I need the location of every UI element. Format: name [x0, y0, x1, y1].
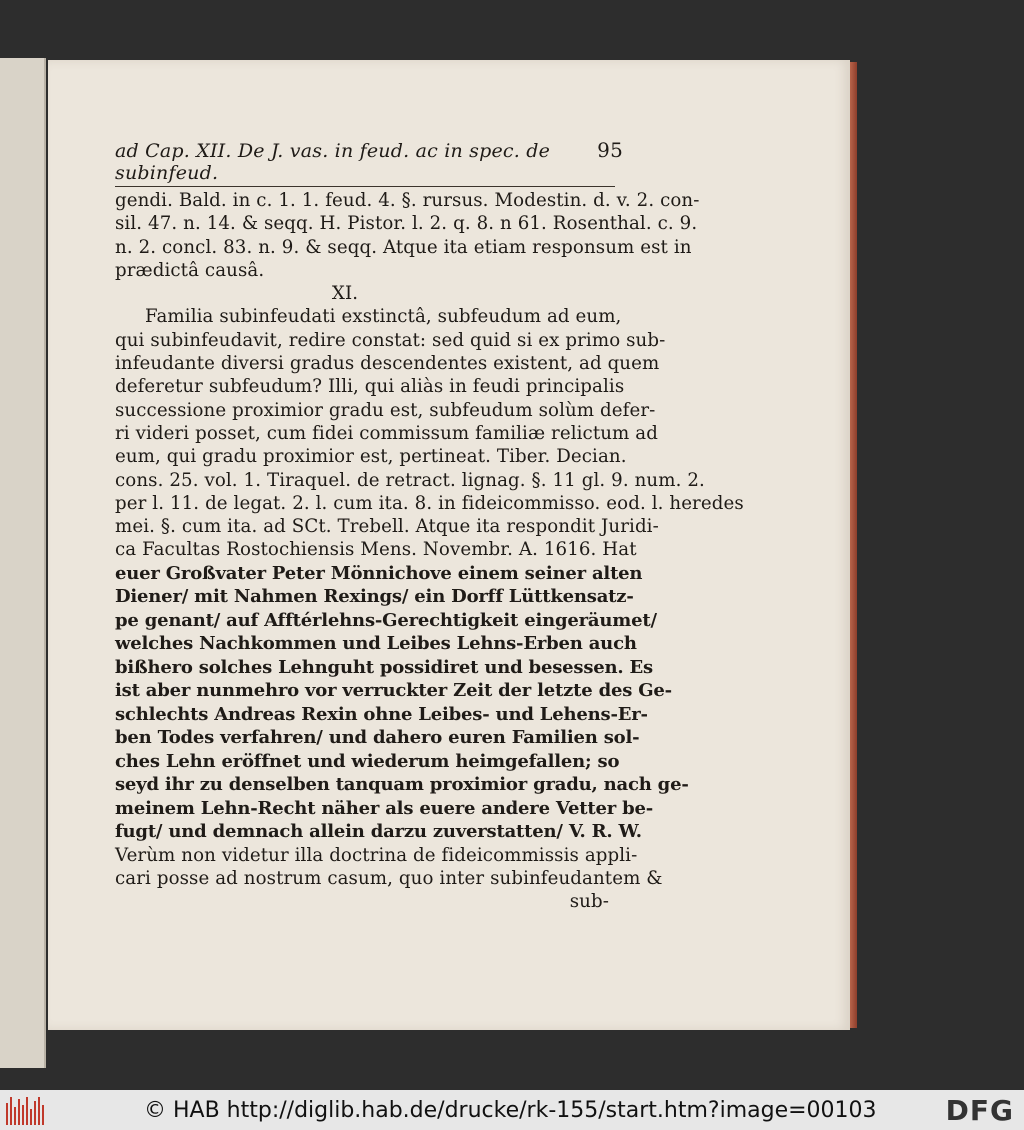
fraktur-line: seyd ihr zu denselben tanquam proximior gradu, nach ge- — [115, 774, 689, 796]
fraktur-line: euer Großvater Peter Mönnichove einem seiner alten — [115, 562, 643, 584]
dfg-logo: DFG — [945, 1093, 1014, 1127]
fraktur-line: pe genant/ auf Afftérlehns-Gerechtigkeit eingeräumet/ — [115, 609, 657, 631]
text-line: Familia subinfeudati exstinctâ, subfeudum ad eum, — [145, 306, 622, 328]
text-line: sil. 47. n. 14. & seqq. H. Pistor. l. 2. q. 8. n 61. Rosenthal. c. 9. — [115, 213, 698, 235]
text-line: ri videri posset, cum fidei commissum familiæ relictum ad — [115, 422, 658, 444]
text-line: deferetur subfeudum? Illi, qui aliàs in feudi principalis — [115, 376, 625, 398]
text-line: eum, qui gradu proximior est, pertineat. Tiber. Decian. — [115, 446, 627, 468]
fraktur-line: ist aber nunmehro vor verruckter Zeit der letzte des Ge- — [115, 680, 672, 702]
page-red-edge — [850, 62, 857, 1028]
running-head-title: ad Cap. XII. De J. vas. in feud. ac in spec. de subinfeud. — [115, 140, 551, 184]
text-line: cons. 25. vol. 1. Tiraquel. de retract. lignag. §. 11 gl. 9. num. 2. — [115, 469, 705, 491]
fraktur-line: fugt/ und demnach allein darzu zuverstatten/ V. R. W. — [115, 821, 642, 843]
fraktur-line: schlechts Andreas Rexin ohne Leibes- und Lehens-Er- — [115, 703, 648, 725]
previous-page-edge — [0, 58, 46, 1068]
fraktur-line: meinem Lehn-Recht näher als euere andere Vetter be- — [115, 797, 654, 819]
text-line: Verùm non videtur illa doctrina de fideicommissis appli- — [115, 844, 638, 866]
page-text — [115, 138, 744, 914]
text-line: cari posse ad nostrum casum, quo inter subinfeudantem & — [115, 868, 663, 890]
text-line: infeudante diversi gradus descendentes existent, ad quem — [115, 353, 660, 375]
running-head — [115, 138, 623, 187]
fraktur-line: welches Nachkommen und Leibes Lehns-Erben auch — [115, 633, 637, 655]
text-line: prædictâ causâ. — [115, 259, 265, 281]
text-line: mei. §. cum ita. ad SCt. Trebell. Atque ita respondit Juridi- — [115, 516, 659, 538]
text-line: ca Facultas Rostochiensis Mens. Novembr. A. 1616. Hat — [115, 539, 637, 561]
copyright-link[interactable]: © HAB http://diglib.hab.de/drucke/rk-155/start.htm?image=00103 — [144, 1097, 877, 1123]
fraktur-line: ben Todes verfahren/ und dahero euren Familien sol- — [115, 727, 640, 749]
text-line: qui subinfeudavit, redire constat: sed quid si ex primo sub- — [115, 329, 666, 351]
fraktur-line: ches Lehn eröffnet und wiederum heimgefallen; so — [115, 750, 620, 772]
hab-logo-icon — [6, 1095, 46, 1125]
fraktur-line: Diener/ mit Nahmen Rexings/ ein Dorff Lüttkensatz- — [115, 586, 634, 608]
footer-bar — [0, 1090, 1024, 1130]
section-number: XI. — [331, 283, 359, 305]
page-number: 95 — [597, 138, 623, 162]
text-line: successione proximior gradu est, subfeudum solùm defer- — [115, 399, 656, 421]
text-line: per l. 11. de legat. 2. l. cum ita. 8. in fideicommisso. eod. l. heredes — [115, 492, 744, 514]
fraktur-line: bißhero solches Lehnguht possidiret und besessen. Es — [115, 656, 653, 678]
text-line: gendi. Bald. in c. 1. 1. feud. 4. §. rursus. Modestin. d. v. 2. con- — [115, 190, 700, 211]
text-line: n. 2. concl. 83. n. 9. & seqq. Atque ita etiam responsum est in — [115, 236, 692, 258]
catchword: sub- — [569, 891, 609, 913]
